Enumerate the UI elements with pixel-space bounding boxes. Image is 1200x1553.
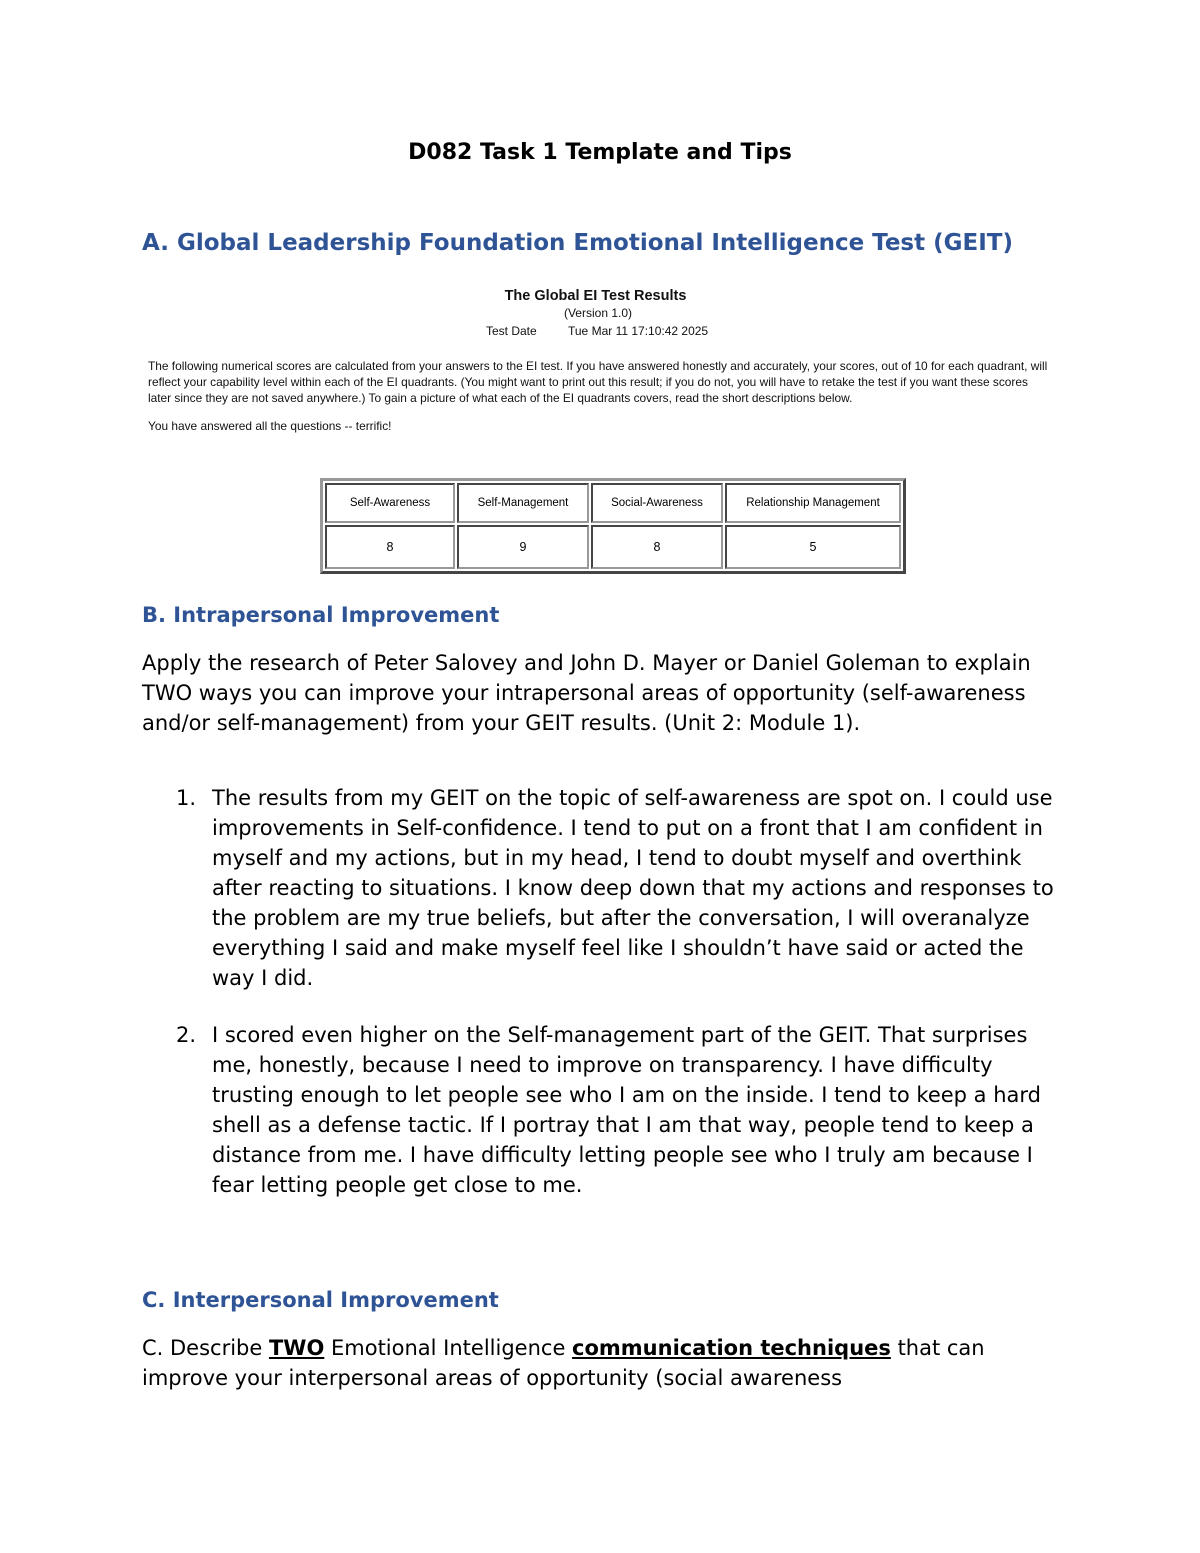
prompt-emphasis-two: TWO [268, 1336, 325, 1360]
prompt-end: that can improve your interpersonal areas of opportunity (social awareness [142, 1336, 985, 1390]
header-self-management: Self-Management [457, 483, 589, 523]
score-relationship-management: 5 [725, 525, 901, 569]
prompt-start: C. Describe [142, 1336, 269, 1360]
list-item [142, 1020, 1072, 1200]
section-b-list-item-2 [142, 1020, 1072, 1200]
document-title: D082 Task 1 Template and Tips [408, 140, 792, 165]
scores-value-row [325, 525, 901, 569]
ei-scores-table [320, 478, 906, 574]
geit-results-screenshot [148, 288, 1048, 433]
score-social-awareness: 8 [591, 525, 723, 569]
test-date-label: Test Date [486, 324, 537, 338]
test-date-value: Tue Mar 11 17:10:42 2025 [568, 324, 709, 338]
results-version: (Version 1.0) [563, 306, 633, 320]
results-description: The following numerical scores are calculated from your answers to the EI test. If you have answered honestly and accurately, your scores, out of 10 for each quadrant, will reflect your capability level within each of the EI quadrants. (You might want to print out this result; if you do not, you will have to retake the test if you want these scores later since they are not saved anywhere.) To gain a picture of what each of the EI quadrants covers, read the short descriptions below. [148, 359, 1048, 405]
list-item-number: 2. [176, 1023, 197, 1047]
header-relationship-management: Relationship Management [725, 483, 901, 523]
results-title: The Global EI Test Results [504, 288, 687, 304]
list-item-text: The results from my GEIT on the topic of self-awareness are spot on. I could use improvements in Self-confidence. I tend to put on a front that I am confident in myself and my actions, but in my head, I tend to doubt myself and overthink after reacting to situations. I know deep down that my actions and responses to the problem are my true beliefs, but after the conversation, I will overanalyze everything I said and make myself feel like I shouldn’t have said or acted the way I did. [212, 786, 1054, 990]
list-item [142, 783, 1072, 993]
section-a-heading: A. Global Leadership Foundation Emotional Intelligence Test (GEIT) [142, 230, 1013, 256]
list-item-text: I scored even higher on the Self-management part of the GEIT. That surprises me, honestly, because I need to improve on transparency. I have difficulty trusting enough to let people see who I am on the inside. I tend to keep a hard shell as a defense tactic. If I portray that I am that way, people tend to keep a distance from me. I have difficulty letting people see who I truly am because I fear letting people get close to me. [212, 1023, 1041, 1197]
section-c-prompt [142, 1333, 1072, 1393]
header-social-awareness: Social-Awareness [591, 483, 723, 523]
header-self-awareness: Self-Awareness [325, 483, 455, 523]
section-b-heading: B. Intrapersonal Improvement [142, 603, 500, 627]
section-b-list-item-1 [142, 783, 1072, 993]
score-self-management: 9 [457, 525, 589, 569]
prompt-emphasis-techniques: communication techniques [572, 1336, 891, 1360]
score-self-awareness: 8 [325, 525, 455, 569]
results-test-date [148, 324, 1048, 338]
list-item-number: 1. [176, 786, 197, 810]
scores-header-row [325, 483, 901, 523]
results-completion-note: You have answered all the questions -- terrific! [148, 419, 392, 433]
section-c-heading: C. Interpersonal Improvement [142, 1288, 499, 1312]
section-b-prompt: Apply the research of Peter Salovey and John D. Mayer or Daniel Goleman to explain TWO ways you can improve your intrapersonal areas of opportunity (self-awareness and/or self-management) from your GEIT results. (Unit 2: Module 1). [142, 651, 1031, 735]
prompt-middle: Emotional Intelligence [324, 1336, 573, 1360]
